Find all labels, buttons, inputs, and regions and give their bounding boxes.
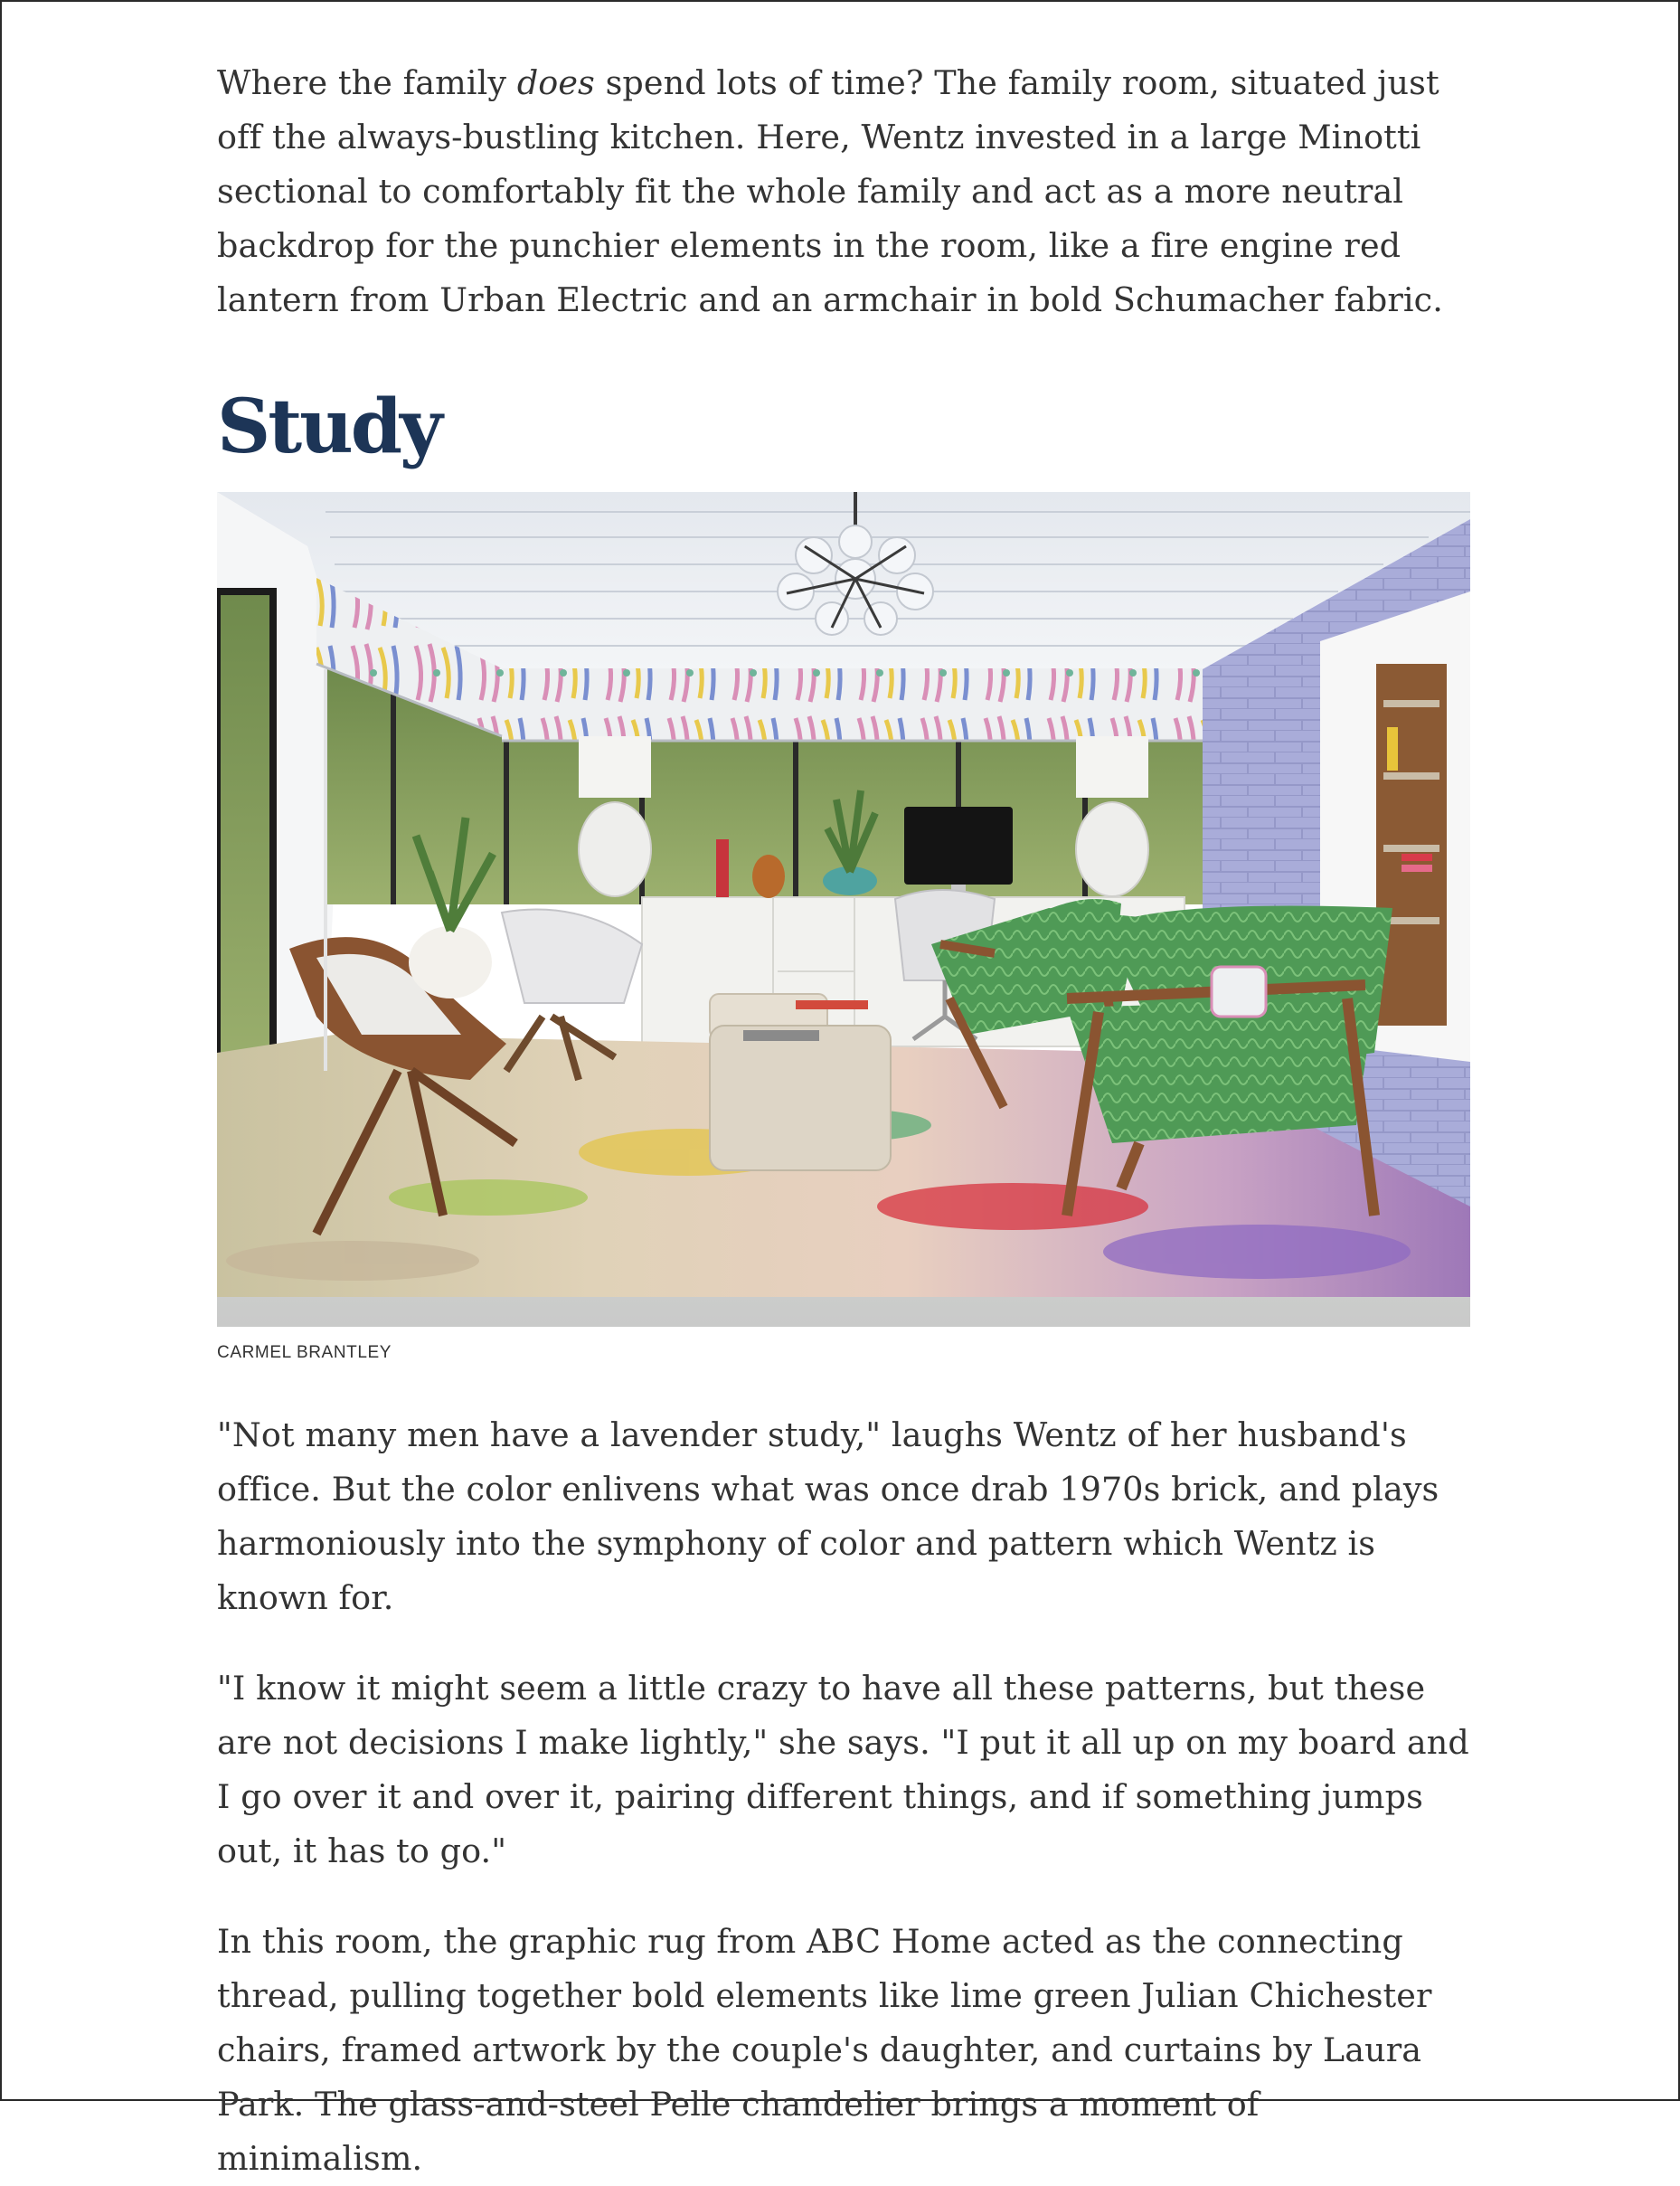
paragraph-lavender-study: "Not many men have a lavender study," laughs Wentz of her husband's office. But the color enlivens what was once drab 1970s brick, and plays harmoniously into the symphony of color and pattern which Wentz is known for. [217,1415,1439,1617]
article-body [217,56,1470,2186]
intro-emphasis: does [516,63,595,102]
intro-text-end: spend lots of time? The family room, situated just off the always-bustling kitchen. Here, Wentz invested in a large Minotti sectional to comfortably fit the whole family and act as a more neutral backdrop for the punchier elements in the room, like a fire engine red lantern from Urban Electric and an armchair in bold Schumacher fabric. [217,63,1443,319]
paragraph-rug-thread: In this room, the graphic rug from ABC Home acted as the connecting thread, pulling together bold elements like lime green Julian Chichester chairs, framed artwork by the couple's daughter, and curtains by Laura Park. The glass-and-steel Pelle chandelier brings a moment of minimalism. [217,1922,1432,2178]
study-photo [217,492,1470,1327]
study-room-illustration [217,492,1470,1327]
monitor [904,807,1013,885]
paragraph-patterns-quote: "I know it might seem a little crazy to have all these patterns, but these are not decisions I make lightly," she says. "I put it all up on my board and I go over it and over it, pairing different things, and if something jumps out, it has to go." [217,1669,1469,1870]
section-heading-study: Study [217,383,440,470]
photo-credit: CARMEL BRANTLEY [217,1343,392,1362]
lamp-right [1076,736,1148,798]
lamp-left [579,736,651,798]
intro-paragraph [217,56,1470,327]
intro-text-start: Where the family [217,63,517,102]
coffee-table [710,1026,891,1170]
study-body [217,1408,1470,2186]
